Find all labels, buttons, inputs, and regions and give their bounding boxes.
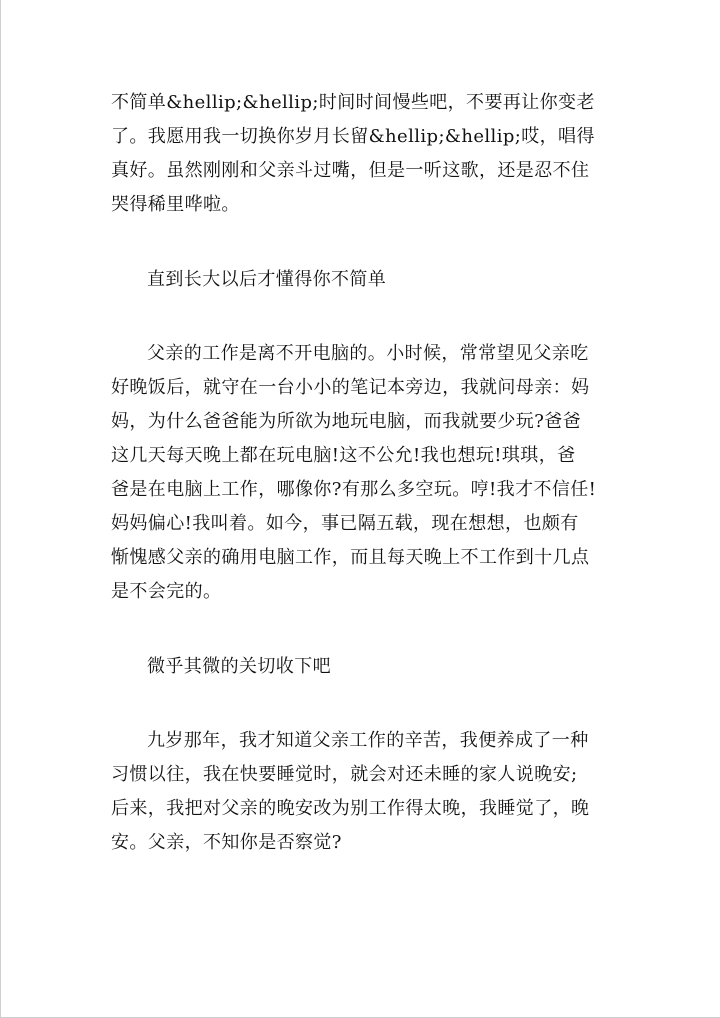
paragraph-line: 爸是在电脑上工作，哪像你?有那么多空玩。哼!我才不信任!: [111, 479, 597, 500]
paragraph-line: 父亲的工作是离不开电脑的。小时候，常常望见父亲吃: [147, 343, 589, 364]
paragraph-line: 好晚饭后，就守在一台小小的笔记本旁边，我就问母亲：妈: [111, 377, 590, 398]
paragraph-line: 妈，为什么爸爸能为所欲为地玩电脑，而我就要少玩?爸爸: [111, 411, 582, 432]
paragraph-line: 妈妈偏心!我叫着。如今，事已隔五载，现在想想，也颇有: [111, 513, 579, 534]
paragraph-line: 惭愧感父亲的确用电脑工作，而且每天晚上不工作到十几点: [111, 547, 590, 568]
paragraph-line: 是不会完的。: [111, 581, 222, 602]
section-heading-2: 微乎其微的关切收下吧: [147, 656, 331, 677]
paragraph-3: [111, 724, 611, 860]
paragraph-line: 了。我愿用我一切换你岁月长留&hellip;&hellip;哎，唱得: [111, 126, 595, 147]
paragraph-line: 九岁那年，我才知道父亲工作的辛苦，我便养成了一种: [147, 730, 589, 751]
paragraph-line: 不简单&hellip;&hellip;时间时间慢些吧，不要再让你变老: [111, 92, 595, 113]
document-body: [111, 86, 611, 860]
paragraph-line: 安。父亲，不知你是否察觉?: [111, 832, 342, 853]
paragraph-line: 这几天每天晚上都在玩电脑!这不公允!我也想玩!琪琪，爸: [111, 445, 576, 466]
paragraph-line: 后来，我把对父亲的晚安改为别工作得太晚，我睡觉了，晚: [111, 798, 590, 819]
paragraph-2: [111, 337, 611, 609]
paragraph-line: 真好。虽然刚刚和父亲斗过嘴，但是一听这歌，还是忍不住: [111, 160, 590, 181]
paragraph-line: 哭得稀里哗啦。: [111, 194, 240, 215]
paragraph-1: [111, 86, 611, 222]
paragraph-line: 习惯以往，我在快要睡觉时，就会对还未睡的家人说晚安;: [111, 764, 578, 785]
section-heading-1: 直到长大以后才懂得你不简单: [147, 269, 387, 290]
